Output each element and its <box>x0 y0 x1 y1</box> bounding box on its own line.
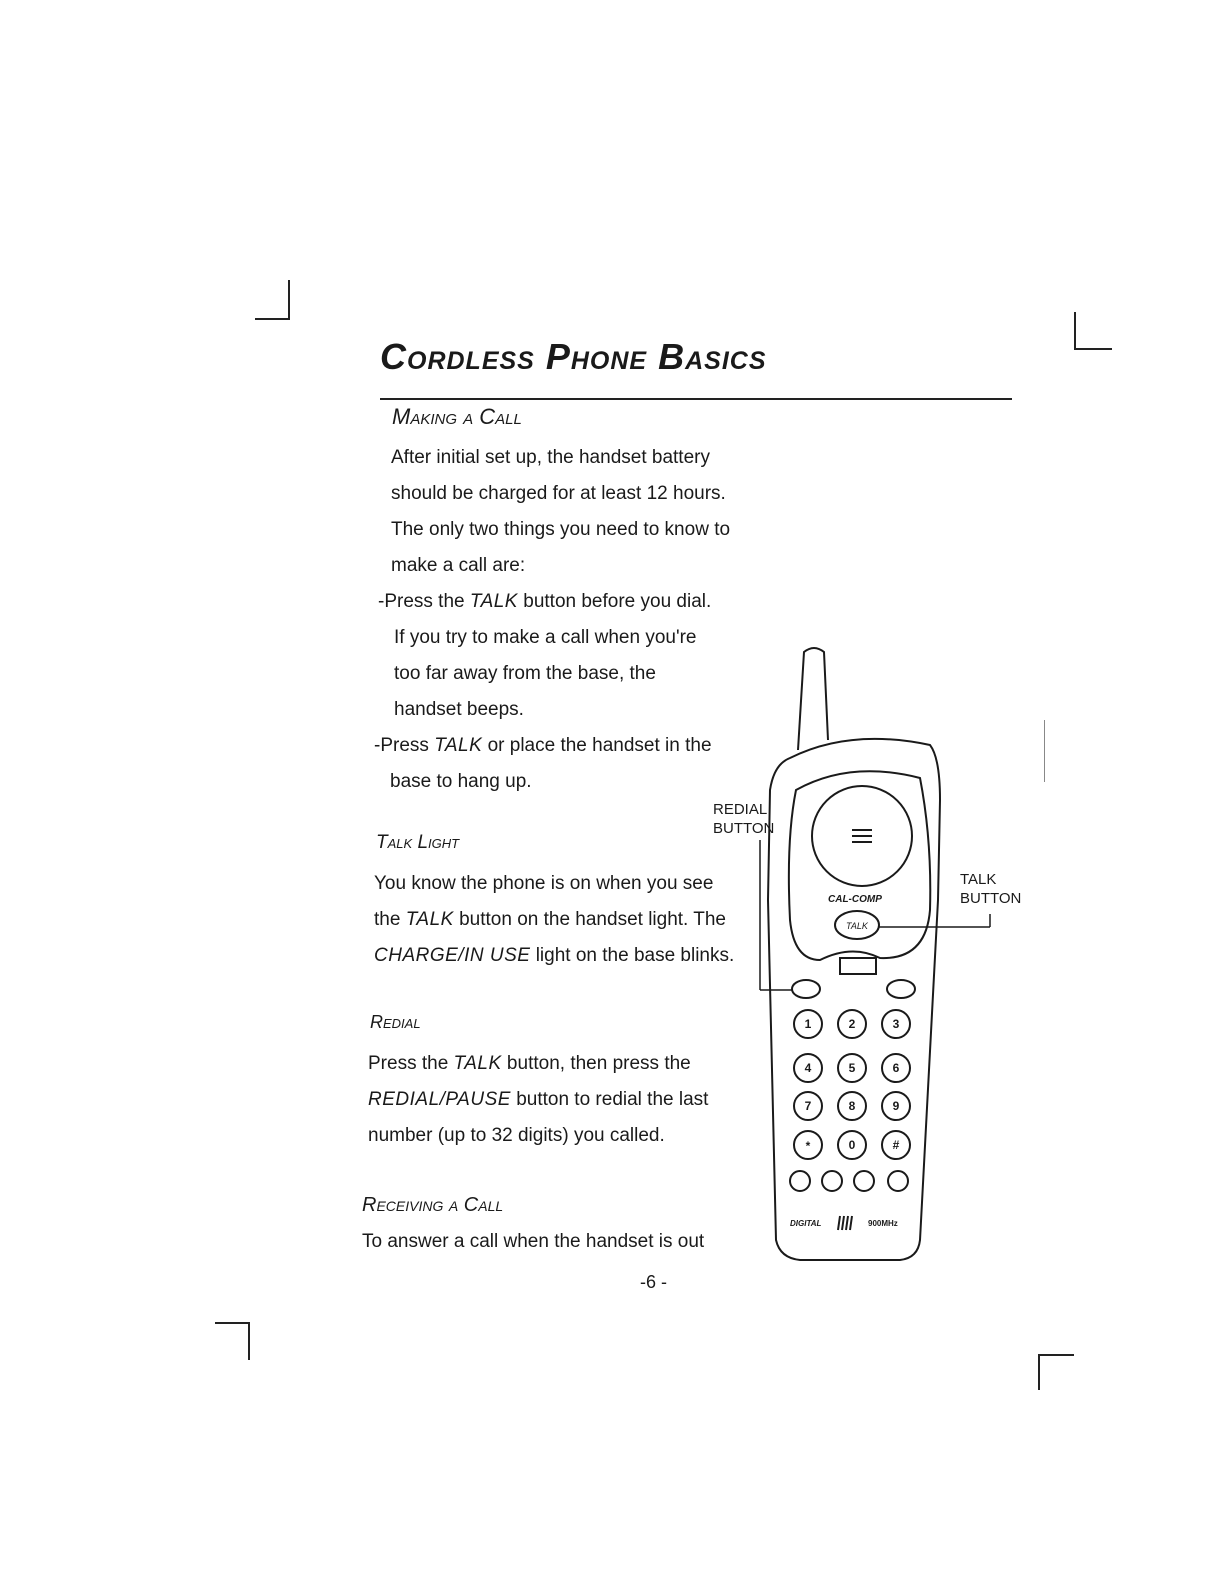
crop-mark-bottom-left-v <box>248 1322 250 1360</box>
key-label: # <box>892 1138 900 1152</box>
antenna <box>798 648 828 750</box>
redial-pause-term: REDIAL/PAUSE <box>368 1089 511 1110</box>
crop-mark-top-right-v <box>1074 312 1076 350</box>
talk-term: TALK <box>469 591 518 612</box>
crop-mark-bottom-right-h <box>1038 1354 1074 1356</box>
redial-suffix: button, then press the <box>501 1053 691 1074</box>
callout-line: BUTTON <box>713 820 775 837</box>
talk-term: TALK <box>434 735 483 756</box>
talk-light-body <box>374 866 734 974</box>
bullet-press-talk-before-dial <box>378 584 711 728</box>
footer-900mhz: 900MHz <box>868 1219 898 1228</box>
intro-line: should be charged for at least 12 hours. <box>391 483 726 504</box>
crop-mark-top-left-v <box>288 280 290 320</box>
bullet-cont-line: base to hang up. <box>390 771 532 792</box>
key-label: 6 <box>892 1061 900 1075</box>
redial-prefix: Press the <box>368 1053 454 1074</box>
talk-light-heading: Talk Light <box>376 832 460 853</box>
bullet-prefix: -Press the <box>378 591 470 612</box>
crop-mark-top-left-h <box>255 318 290 320</box>
key-label: 8 <box>848 1099 856 1113</box>
display-window <box>789 771 930 960</box>
talk-term: TALK <box>453 1053 502 1074</box>
receiving-line: To answer a call when the handset is out <box>362 1231 705 1252</box>
redial-heading: Redial <box>370 1012 421 1032</box>
margin-mark <box>1044 720 1045 782</box>
bullet-cont-line: If you try to make a call when you're <box>394 627 697 648</box>
callout-line: TALK <box>960 871 997 888</box>
key-label: 0 <box>848 1138 856 1152</box>
intro-line: make a call are: <box>391 555 526 576</box>
talk-term: TALK <box>405 909 454 930</box>
intro-line: The only two things you need to know to <box>391 519 731 540</box>
callout-line: BUTTON <box>960 890 1022 907</box>
cordless-handset-illustration <box>740 640 1040 1270</box>
key-label: 7 <box>804 1099 812 1113</box>
bullet-cont-line: handset beeps. <box>394 699 524 720</box>
function-keys <box>790 1171 908 1191</box>
receiving-a-call-body <box>362 1224 704 1260</box>
footer-logo <box>838 1216 852 1230</box>
title-rule <box>380 398 1012 400</box>
charge-contact <box>840 958 876 974</box>
talk-key-label: TALK <box>846 921 868 931</box>
redial-body <box>368 1046 708 1154</box>
redial-line: number (up to 32 digits) you called. <box>368 1125 665 1146</box>
redial-suffix: button to redial the last <box>510 1089 709 1110</box>
talk-light-suffix: light on the base blinks. <box>530 945 735 966</box>
crop-mark-bottom-left-h <box>215 1322 250 1324</box>
footer-digital: DIGITAL <box>790 1219 822 1228</box>
crop-mark-top-right-h <box>1074 348 1112 350</box>
callout-line: REDIAL <box>713 801 768 818</box>
receiving-a-call-heading: Receiving a Call <box>362 1194 504 1216</box>
bullet-press-talk-hang-up <box>374 728 712 800</box>
key-label: 4 <box>804 1061 812 1075</box>
brand-label: CAL-COMP <box>828 894 882 905</box>
charge-in-use-term: CHARGE/IN USE <box>374 945 531 966</box>
bullet-suffix: or place the handset in the <box>482 735 712 756</box>
page-number: -6 - <box>640 1272 667 1292</box>
key-label: 3 <box>892 1017 900 1031</box>
page-title: Cordless Phone Basics <box>380 336 767 377</box>
talk-light-line: You know the phone is on when you see <box>374 873 714 894</box>
bullet-prefix: -Press <box>374 735 435 756</box>
crop-mark-bottom-right-v <box>1038 1354 1040 1390</box>
key-label: 1 <box>804 1017 812 1031</box>
bullet-suffix: button before you dial. <box>517 591 712 612</box>
talk-light-suffix: button on the handset light. The <box>453 909 727 930</box>
key-label: 5 <box>848 1061 856 1075</box>
intro-line: After initial set up, the handset battery <box>391 447 710 468</box>
key-label: * <box>805 1139 811 1153</box>
bullet-cont-line: too far away from the base, the <box>394 663 656 684</box>
talk-light-prefix: the <box>374 909 406 930</box>
keypad <box>794 1010 910 1159</box>
key-label: 9 <box>892 1099 900 1113</box>
making-a-call-intro <box>391 440 730 584</box>
key-label: 2 <box>848 1017 856 1031</box>
making-a-call-heading: Making a Call <box>392 404 522 429</box>
redial-key <box>792 980 820 998</box>
mem-key <box>887 980 915 998</box>
